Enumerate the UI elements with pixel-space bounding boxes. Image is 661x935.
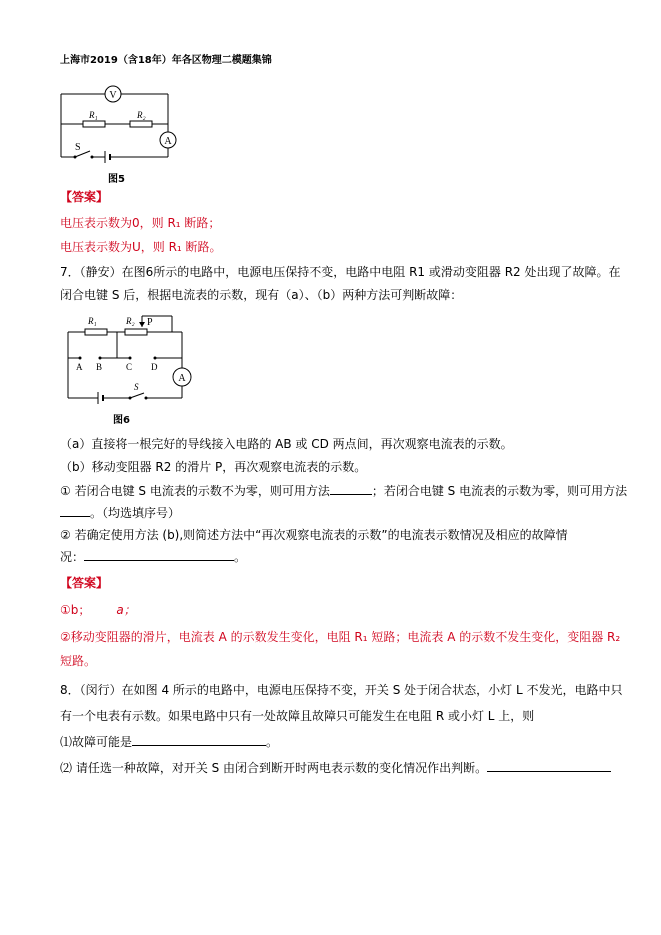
fig6-switch-label: S xyxy=(134,382,139,392)
fig6-point-d: D xyxy=(151,362,158,372)
fig6-r1-label: R₁ xyxy=(88,316,97,326)
fig6-point-a: A xyxy=(76,362,83,372)
answer-2-line-3: 短路。 xyxy=(60,654,97,668)
r2-label: R₂ xyxy=(137,110,146,120)
blank-method-zero[interactable] xyxy=(60,506,90,517)
figure-6-circuit xyxy=(60,310,200,410)
blank-judgement[interactable] xyxy=(487,761,611,772)
figure-5-circuit xyxy=(55,84,185,184)
q7-sub2-line-1: ② 若确定使用方法 (b),则简述方法中“再次观察电流表的示数”的电流表示数情况及相应的故障情 xyxy=(60,528,568,542)
blank-method-nonzero[interactable] xyxy=(330,484,372,495)
answer-2-line-1: ①b； a； xyxy=(60,603,136,617)
answer-tag-2: 【答案】 xyxy=(60,576,109,590)
answer-1-line-2: 电压表示数为U，则 R₁ 断路。 xyxy=(60,240,222,254)
figure-6-caption: 图6 xyxy=(113,415,130,426)
q7-method-a: （a）直接将一根完好的导线接入电路的 AB 或 CD 两点间，再次观察电流表的示数。 xyxy=(60,437,513,451)
q7-sub1-line-2: 。（均选填序号） xyxy=(60,506,180,520)
q8-sub1: ⑴故障可能是 。 xyxy=(60,735,279,749)
fig6-ammeter-label: A xyxy=(178,373,186,384)
q7-sub2-line-2: 况： 。 xyxy=(60,550,247,564)
fig6-point-c: C xyxy=(126,362,133,372)
q8-line-2: 有一个电表有示数。如果电路中只有一处故障且故障只可能发生在电阻 R 或小灯 L 上，则 xyxy=(60,709,535,723)
ammeter-label: A xyxy=(164,136,172,147)
q8-line-1: 8．（闵行）在如图 4 所示的电路中，电源电压保持不变，开关 S 处于闭合状态，小灯 L 不发光，电路中只 xyxy=(60,683,623,697)
blank-fault[interactable] xyxy=(132,735,266,746)
figure-5-caption: 图5 xyxy=(108,174,125,185)
fig6-slider-label: P xyxy=(147,317,153,328)
answer-1-line-1: 电压表示数为0，则 R₁ 断路； xyxy=(60,216,221,230)
answer-tag-1: 【答案】 xyxy=(60,190,109,204)
switch-label: S xyxy=(75,142,81,153)
q7-line-2: 闭合电键 S 后，根据电流表的示数，现有（a）、（b）两种方法可判断故障： xyxy=(60,288,463,302)
fig6-point-b: B xyxy=(96,362,103,372)
fig6-r2-label: R₂ xyxy=(126,316,135,326)
voltmeter-label: V xyxy=(109,90,117,101)
page-header: 上海市2019（含18年）年各区物理二模题集锦 xyxy=(60,55,272,66)
q7-method-b: （b）移动变阻器 R2 的滑片 P，再次观察电流表的示数。 xyxy=(60,460,367,474)
q7-line-1: 7．（静安）在图6所示的电路中，电源电压保持不变，电路中电阻 R1 或滑动变阻器 R2 处出现了故障。在 xyxy=(60,265,621,279)
answer-2-line-2: ②移动变阻器的滑片，电流表 A 的示数发生变化，电阻 R₁ 短路；电流表 A 的示数不发生变化，变阻器 R₂ xyxy=(60,630,621,644)
q8-sub2: ⑵ 请任选一种故障，对开关 S 由闭合到断开时两电表示数的变化情况作出判断。 xyxy=(60,761,611,775)
r1-label: R₁ xyxy=(89,110,98,120)
q7-sub1-line-1: ① 若闭合电键 S 电流表的示数不为零，则可用方法 ；若闭合电键 S 电流表的示数为零，则可用方法 xyxy=(60,484,628,498)
blank-method-b-answer[interactable] xyxy=(84,550,234,561)
